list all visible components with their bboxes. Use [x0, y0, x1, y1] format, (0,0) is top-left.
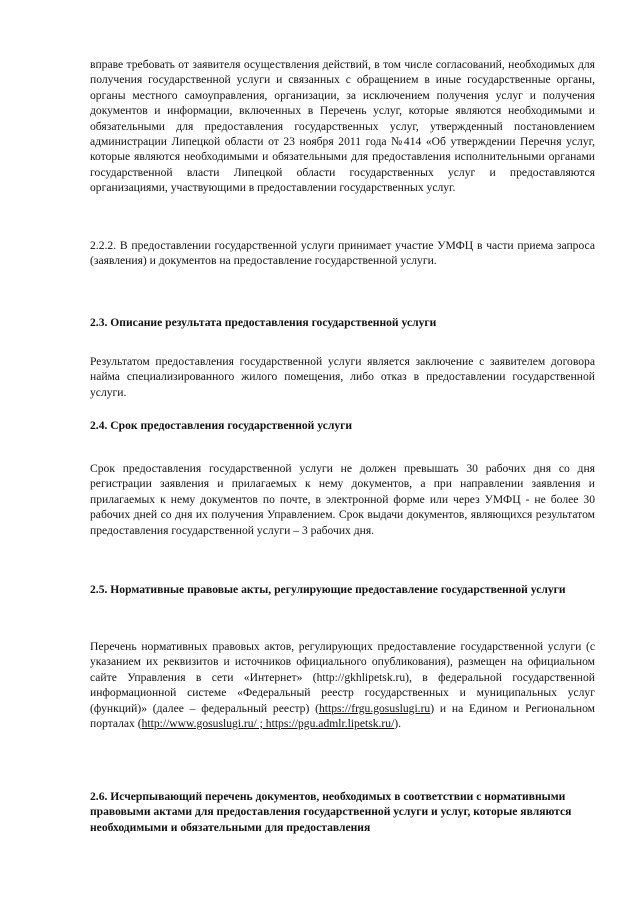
frgu-link[interactable]: https://frgu.gosuslugi.ru [319, 701, 431, 715]
portals-link[interactable]: http://www.gosuslugi.ru/ ; https://pgu.admlr.lipetsk.ru/ [141, 717, 395, 731]
document-page [90, 0, 595, 905]
paragraph-result: Результатом предоставления государственной услуги является заключение с заявителем договора найма специализированного жилого помещения, либо отказ в предоставлении государственной услуги. [90, 355, 595, 399]
legal-acts-text-end: ). [394, 717, 402, 731]
paragraph-legal-acts [90, 639, 595, 731]
paragraph-term: Срок предоставления государственной услуги не должен превышать 30 рабочих дня со дня регистрации заявления и прилагаемых к нему документов, а при направлении заявления и прилагаемых к нему документов по почте, в электронной форме или через УМФЦ - не более 30 рабочих дней со дня их получения Управлением. Срок выдачи документов, являющихся результатом предоставления государственной услуги – 3 рабочих дня. [90, 462, 595, 537]
heading-2-6: 2.6. Исчерпывающий перечень документов, необходимых в соответствии с нормативными правовыми актами для предоставления государственной услуги и услуг, которые являются необходимыми и обязательными для предоставления [90, 790, 572, 834]
paragraph-restrictions: вправе требовать от заявителя осуществления действий, в том числе согласований, необходимых для получения государственной услуги и связанных с обращением в иные государственные органы, органы местного самоуправления, организации, за исключением получения услуг и получения документов и информации, включенных в Перечень услуг, которые являются необходимыми и обязательными для предоставления государственных услуг, утвержденный постановлением администрации Липецкой области от 23 ноября 2011 года №414 «Об утверждении Перечня услуг, которые являются необходимыми и обязательными для предоставления исполнительными органами государственной власти Липецкой области государственных услуг и предоставляются организациями, участвующими в предоставлении государственных услуг. [90, 58, 595, 195]
paragraph-2-2-2: 2.2.2. В предоставлении государственной услуги принимает участие УМФЦ в части приема запроса (заявления) и документов на предоставление государственной услуги. [90, 239, 595, 268]
heading-2-4: 2.4. Срок предоставления государственной услуги [90, 419, 353, 432]
heading-2-5: 2.5. Нормативные правовые акты, регулирующие предоставление государственной услуги [90, 583, 566, 596]
heading-2-3: 2.3. Описание результата предоставления государственной услуги [90, 316, 437, 329]
legal-acts-text-start: Перечень нормативных правовых актов, регулирующих предоставление государственной услуги (с указанием их реквизитов и источников официального опубликования), размещен на официальном сайте Управления в сети «Интернет» (http://gkhlipetsk.ru), в федеральной государственной информационной системе «Федеральный реестр государственных и муниципальных услуг (функций)» (далее – федеральный реестр) ( [90, 640, 595, 715]
legal-acts-text-mid: ) и на Едином и Региональном порталах ( [90, 701, 595, 731]
